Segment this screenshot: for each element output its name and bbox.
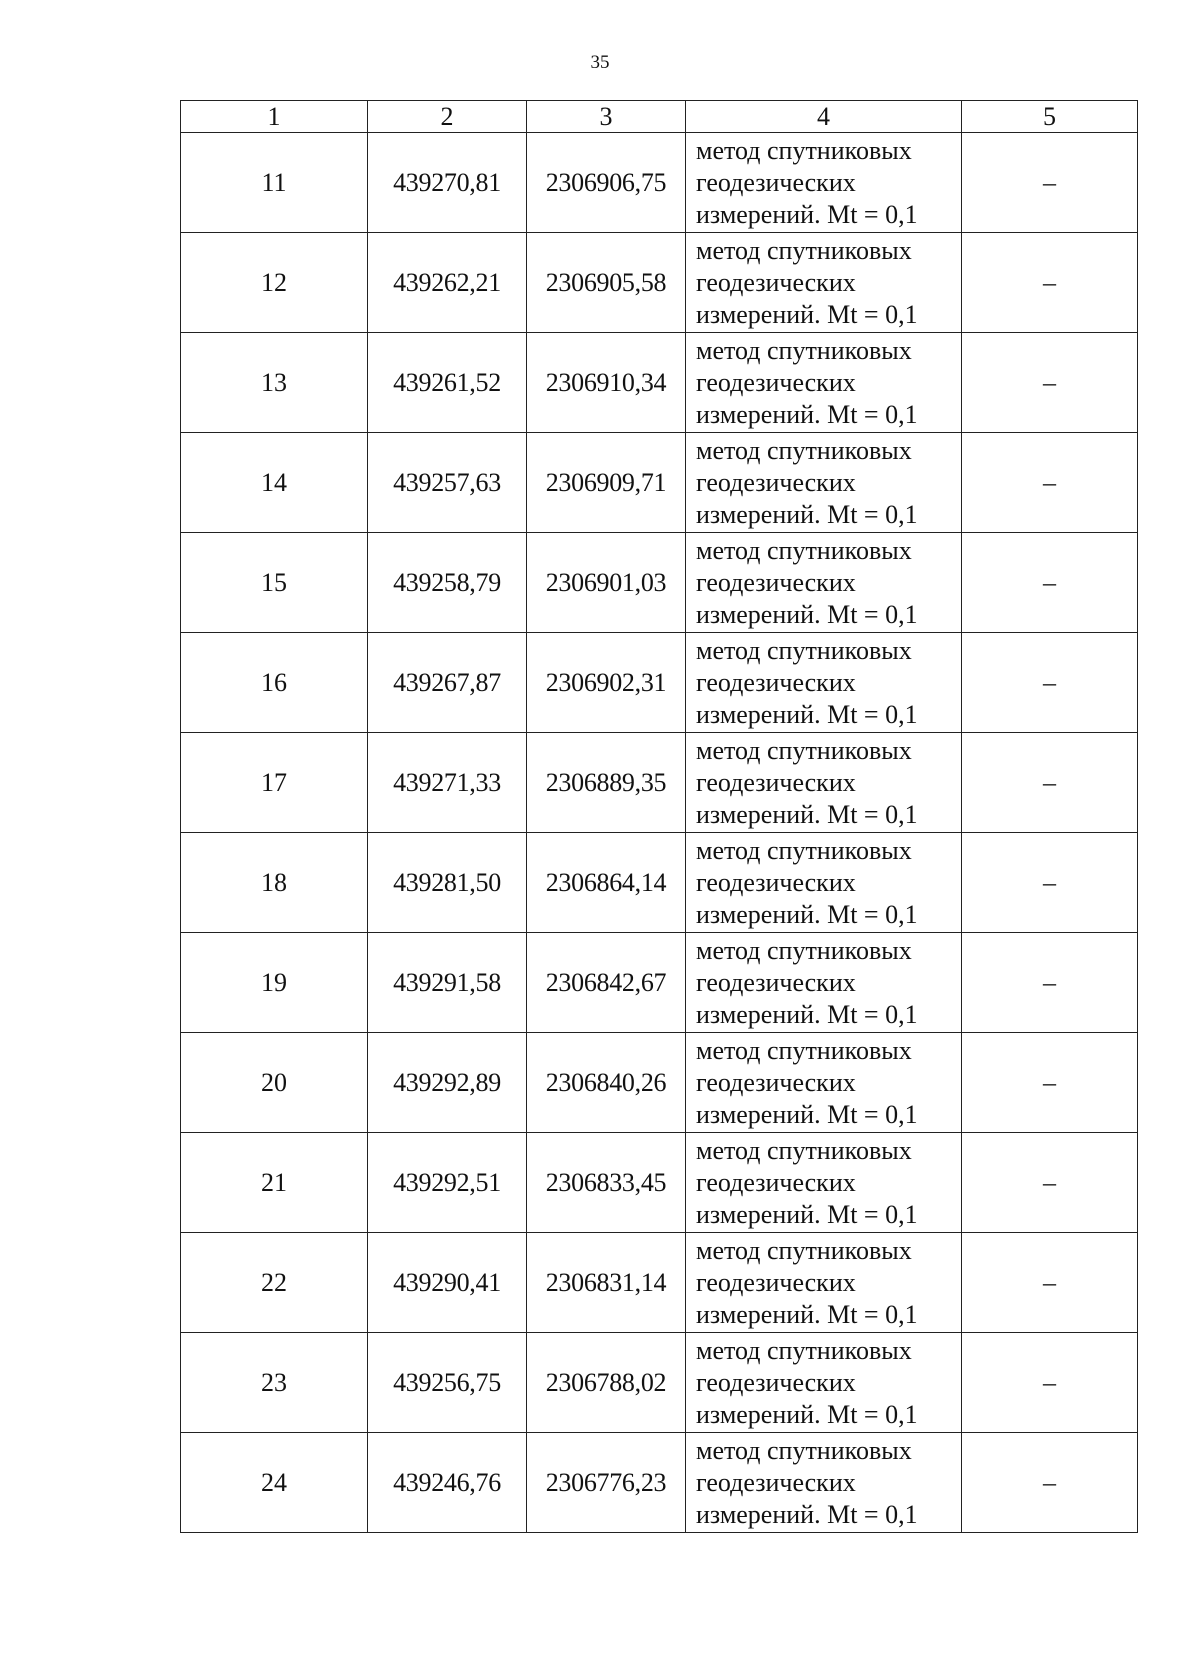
- coordinate-x: 439271,33: [368, 733, 527, 833]
- point-number: 17: [181, 733, 368, 833]
- method-description: [686, 933, 962, 1033]
- coordinate-y: 2306906,75: [527, 133, 686, 233]
- method-description: [686, 1433, 962, 1533]
- table-row: [181, 533, 1138, 633]
- coordinate-x: 439257,63: [368, 433, 527, 533]
- method-line: метод спутниковых: [696, 836, 912, 865]
- method-line: измерений. Mt = 0,1: [696, 600, 918, 629]
- coordinate-y: 2306889,35: [527, 733, 686, 833]
- empty-value-dash: –: [962, 1433, 1138, 1533]
- table-row: [181, 233, 1138, 333]
- empty-value-dash: –: [962, 1033, 1138, 1133]
- coordinates-table: [180, 100, 1138, 1533]
- coordinate-x: 439292,51: [368, 1133, 527, 1233]
- header-col-2: 2: [368, 101, 527, 133]
- coordinate-y: 2306831,14: [527, 1233, 686, 1333]
- empty-value-dash: –: [962, 1133, 1138, 1233]
- coordinate-y: 2306902,31: [527, 633, 686, 733]
- header-col-1: 1: [181, 101, 368, 133]
- method-description: [686, 533, 962, 633]
- page-number: 35: [590, 52, 610, 73]
- method-line: метод спутниковых: [696, 1336, 912, 1365]
- table-row: [181, 1233, 1138, 1333]
- method-line: метод спутниковых: [696, 436, 912, 465]
- method-line: метод спутниковых: [696, 336, 912, 365]
- point-number: 18: [181, 833, 368, 933]
- point-number: 20: [181, 1033, 368, 1133]
- point-number: 19: [181, 933, 368, 1033]
- coordinate-y: 2306864,14: [527, 833, 686, 933]
- table-header: [181, 101, 1138, 133]
- coordinate-x: 439267,87: [368, 633, 527, 733]
- method-description: [686, 1033, 962, 1133]
- point-number: 23: [181, 1333, 368, 1433]
- method-description: [686, 233, 962, 333]
- method-description: [686, 1233, 962, 1333]
- coordinate-y: 2306776,23: [527, 1433, 686, 1533]
- method-line: метод спутниковых: [696, 1036, 912, 1065]
- point-number: 11: [181, 133, 368, 233]
- method-description: [686, 1133, 962, 1233]
- method-line: метод спутниковых: [696, 636, 912, 665]
- empty-value-dash: –: [962, 1233, 1138, 1333]
- point-number: 16: [181, 633, 368, 733]
- coordinate-x: 439291,58: [368, 933, 527, 1033]
- method-line: метод спутниковых: [696, 936, 912, 965]
- table-row: [181, 333, 1138, 433]
- method-line: измерений. Mt = 0,1: [696, 1100, 918, 1129]
- point-number: 24: [181, 1433, 368, 1533]
- coordinate-x: 439292,89: [368, 1033, 527, 1133]
- method-line: геодезических: [696, 768, 856, 797]
- point-number: 22: [181, 1233, 368, 1333]
- method-line: измерений. Mt = 0,1: [696, 1300, 918, 1329]
- table-row: [181, 1333, 1138, 1433]
- empty-value-dash: –: [962, 233, 1138, 333]
- method-line: геодезических: [696, 468, 856, 497]
- method-description: [686, 1333, 962, 1433]
- table-row: [181, 733, 1138, 833]
- point-number: 14: [181, 433, 368, 533]
- method-description: [686, 633, 962, 733]
- method-line: геодезических: [696, 968, 856, 997]
- empty-value-dash: –: [962, 633, 1138, 733]
- point-number: 15: [181, 533, 368, 633]
- method-line: измерений. Mt = 0,1: [696, 1400, 918, 1429]
- method-line: метод спутниковых: [696, 1436, 912, 1465]
- coordinate-x: 439256,75: [368, 1333, 527, 1433]
- coordinate-x: 439262,21: [368, 233, 527, 333]
- table-row: [181, 1433, 1138, 1533]
- method-line: измерений. Mt = 0,1: [696, 800, 918, 829]
- table-row: [181, 1133, 1138, 1233]
- coordinate-y: 2306840,26: [527, 1033, 686, 1133]
- coordinate-y: 2306901,03: [527, 533, 686, 633]
- coordinate-x: 439261,52: [368, 333, 527, 433]
- method-line: метод спутниковых: [696, 736, 912, 765]
- method-line: метод спутниковых: [696, 536, 912, 565]
- method-line: геодезических: [696, 1468, 856, 1497]
- method-line: измерений. Mt = 0,1: [696, 400, 918, 429]
- coordinate-x: 439270,81: [368, 133, 527, 233]
- method-line: измерений. Mt = 0,1: [696, 1200, 918, 1229]
- method-line: геодезических: [696, 668, 856, 697]
- method-description: [686, 433, 962, 533]
- point-number: 12: [181, 233, 368, 333]
- method-line: измерений. Mt = 0,1: [696, 700, 918, 729]
- coordinate-y: 2306788,02: [527, 1333, 686, 1433]
- method-description: [686, 333, 962, 433]
- coordinate-x: 439290,41: [368, 1233, 527, 1333]
- method-line: геодезических: [696, 1268, 856, 1297]
- method-description: [686, 833, 962, 933]
- table-row: [181, 833, 1138, 933]
- method-line: геодезических: [696, 268, 856, 297]
- method-line: измерений. Mt = 0,1: [696, 900, 918, 929]
- table-row: [181, 133, 1138, 233]
- method-line: измерений. Mt = 0,1: [696, 200, 918, 229]
- method-line: геодезических: [696, 1068, 856, 1097]
- method-line: геодезических: [696, 568, 856, 597]
- method-line: геодезических: [696, 868, 856, 897]
- method-line: метод спутниковых: [696, 136, 912, 165]
- empty-value-dash: –: [962, 833, 1138, 933]
- empty-value-dash: –: [962, 933, 1138, 1033]
- point-number: 13: [181, 333, 368, 433]
- coordinate-x: 439258,79: [368, 533, 527, 633]
- coordinate-y: 2306842,67: [527, 933, 686, 1033]
- method-line: измерений. Mt = 0,1: [696, 300, 918, 329]
- header-col-4: 4: [686, 101, 962, 133]
- header-col-3: 3: [527, 101, 686, 133]
- coordinate-y: 2306905,58: [527, 233, 686, 333]
- coordinate-y: 2306833,45: [527, 1133, 686, 1233]
- method-line: геодезических: [696, 1368, 856, 1397]
- point-number: 21: [181, 1133, 368, 1233]
- empty-value-dash: –: [962, 333, 1138, 433]
- table-row: [181, 433, 1138, 533]
- empty-value-dash: –: [962, 533, 1138, 633]
- header-col-5: 5: [962, 101, 1138, 133]
- method-line: метод спутниковых: [696, 236, 912, 265]
- coordinate-x: 439281,50: [368, 833, 527, 933]
- empty-value-dash: –: [962, 433, 1138, 533]
- method-line: измерений. Mt = 0,1: [696, 500, 918, 529]
- coordinate-y: 2306909,71: [527, 433, 686, 533]
- method-description: [686, 733, 962, 833]
- table-body: [181, 133, 1138, 1533]
- method-line: метод спутниковых: [696, 1236, 912, 1265]
- method-description: [686, 133, 962, 233]
- method-line: метод спутниковых: [696, 1136, 912, 1165]
- coordinates-table-container: [180, 100, 1137, 1533]
- coordinate-y: 2306910,34: [527, 333, 686, 433]
- method-line: измерений. Mt = 0,1: [696, 1500, 918, 1529]
- table-row: [181, 1033, 1138, 1133]
- method-line: геодезических: [696, 1168, 856, 1197]
- method-line: геодезических: [696, 168, 856, 197]
- table-row: [181, 633, 1138, 733]
- method-line: геодезических: [696, 368, 856, 397]
- coordinate-x: 439246,76: [368, 1433, 527, 1533]
- header-row: [181, 101, 1138, 133]
- empty-value-dash: –: [962, 733, 1138, 833]
- empty-value-dash: –: [962, 133, 1138, 233]
- method-line: измерений. Mt = 0,1: [696, 1000, 918, 1029]
- table-row: [181, 933, 1138, 1033]
- empty-value-dash: –: [962, 1333, 1138, 1433]
